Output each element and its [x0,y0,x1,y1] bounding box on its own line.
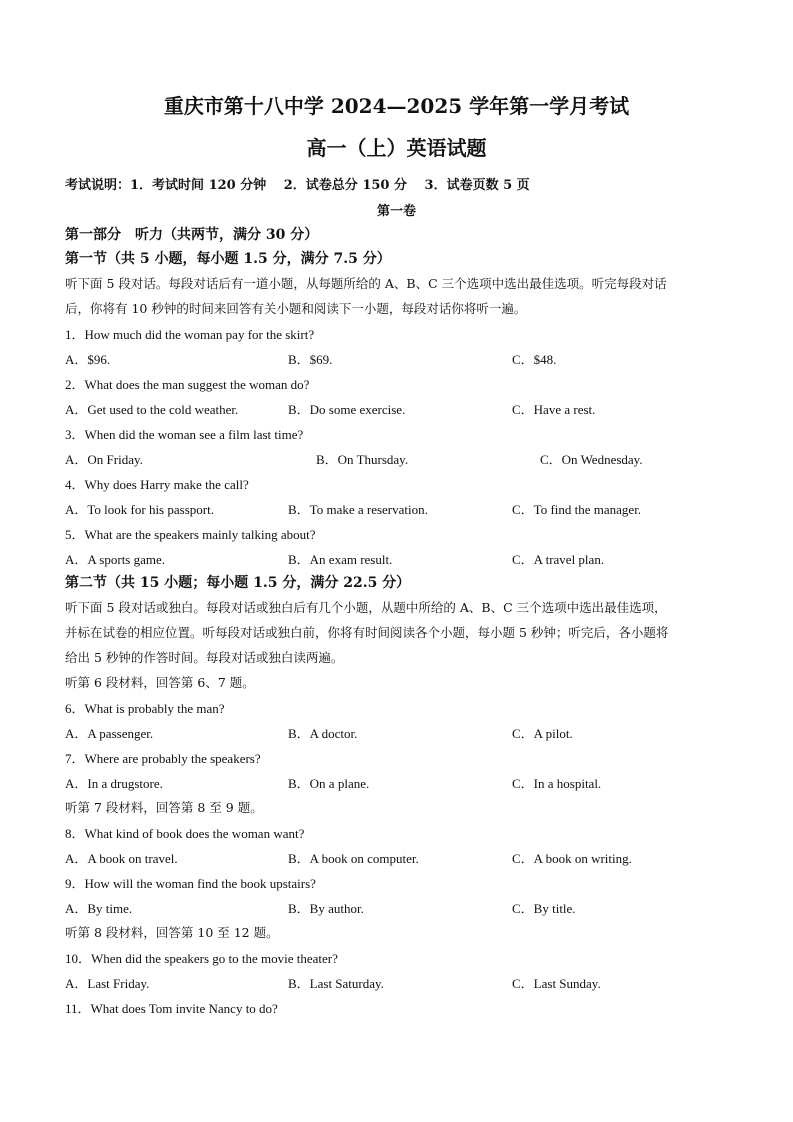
option-b: B．By author. [288,901,364,916]
option-a: A．A sports game. [65,552,166,567]
question-text: 8．What kind of book does the woman want? [65,826,305,841]
option-a: A．Last Friday. [65,976,150,991]
option-b: B．$69. [288,352,333,367]
part1-heading: 第一部分 听力（共两节，满分 30 分） [65,227,319,243]
material-note: 听第 7 段材料，回答第 8 至 9 题。 [65,800,263,815]
option-c: C．In a hospital. [512,776,602,791]
option-a: A．A book on travel. [65,851,178,866]
material-note: 听第 6 段材料，回答第 6、7 题。 [65,675,255,690]
question-text: 11．What does Tom invite Nancy to do? [65,1001,278,1016]
option-c: C．By title. [512,901,576,916]
option-b: B．A book on computer. [288,851,419,866]
option-b: B．An exam result. [288,552,393,567]
material-note: 听第 8 段材料，回答第 10 至 12 题。 [65,925,279,940]
option-a: A．On Friday. [65,452,143,467]
option-c: C．A pilot. [512,726,573,741]
exam-subtitle: 高一（上）英语试题 [306,136,487,160]
section2-instructions: 听下面 5 段对话或独白。每段对话或独白后有几个小题，从题中所给的 A、B、C 三个选项中选出最佳选项， [65,600,667,615]
option-b: B．On Thursday. [316,452,409,467]
question-text: 5．What are the speakers mainly talking about? [65,527,316,542]
section1-heading: 第一节（共 5 小题，每小题 1.5 分，满分 7.5 分） [65,251,391,267]
option-a: A．To look for his passport. [65,502,214,517]
question-text: 1．How much did the woman pay for the skirt? [65,327,315,342]
question-text: 7．Where are probably the speakers? [65,751,261,766]
option-c: C．To find the manager. [512,502,642,517]
section2-instructions: 给出 5 秒钟的作答时间。每段对话或独白读两遍。 [65,650,344,665]
option-c: C．A travel plan. [512,552,605,567]
option-b: B．Do some exercise. [288,402,406,417]
option-c: C．Have a rest. [512,402,596,417]
question-text: 6．What is probably the man? [65,701,225,716]
option-c: C．$48. [512,352,557,367]
volume-label: 第一卷 [376,204,416,219]
question-text: 3．When did the woman see a film last time? [65,427,304,442]
option-a: A．$96. [65,352,111,367]
option-a: A．By time. [65,901,133,916]
option-a: A．Get used to the cold weather. [65,402,239,417]
exam-title: 重庆市第十八中学 2024—2025 学年第一学月考试 [163,94,630,118]
option-a: A．In a drugstore. [65,776,163,791]
section1-instructions: 听下面 5 段对话。每段对话后有一道小题，从每题所给的 A、B、C 三个选项中选出最佳选项。听完每段对话 [65,276,667,291]
question-text: 10．When did the speakers go to the movie theater? [65,951,338,966]
section2-instructions: 并标在试卷的相应位置。听每段对话或独白前，你将有时间阅读各个小题，每小题 5 秒钟；听完后，各小题将 [65,625,669,640]
question-text: 2．What does the man suggest the woman do? [65,377,310,392]
option-c: C．On Wednesday. [540,452,643,467]
option-b: B．Last Saturday. [288,976,384,991]
option-a: A．A passenger. [65,726,154,741]
question-text: 4．Why does Harry make the call? [65,477,249,492]
option-b: B．To make a reservation. [288,502,428,517]
option-b: B．On a plane. [288,776,370,791]
option-c: C．A book on writing. [512,851,632,866]
question-text: 9．How will the woman find the book upstairs? [65,876,316,891]
section2-heading: 第二节（共 15 小题；每小题 1.5 分，满分 22.5 分） [65,575,411,591]
option-b: B．A doctor. [288,726,358,741]
section1-instructions: 后，你将有 10 秒钟的时间来回答有关小题和阅读下一小题，每段对话你将听一遍。 [65,301,527,316]
exam-instructions: 考试说明：1．考试时间 120 分钟 2．试卷总分 150 分 3．试卷页数 5 页 [65,178,530,193]
option-c: C．Last Sunday. [512,976,601,991]
